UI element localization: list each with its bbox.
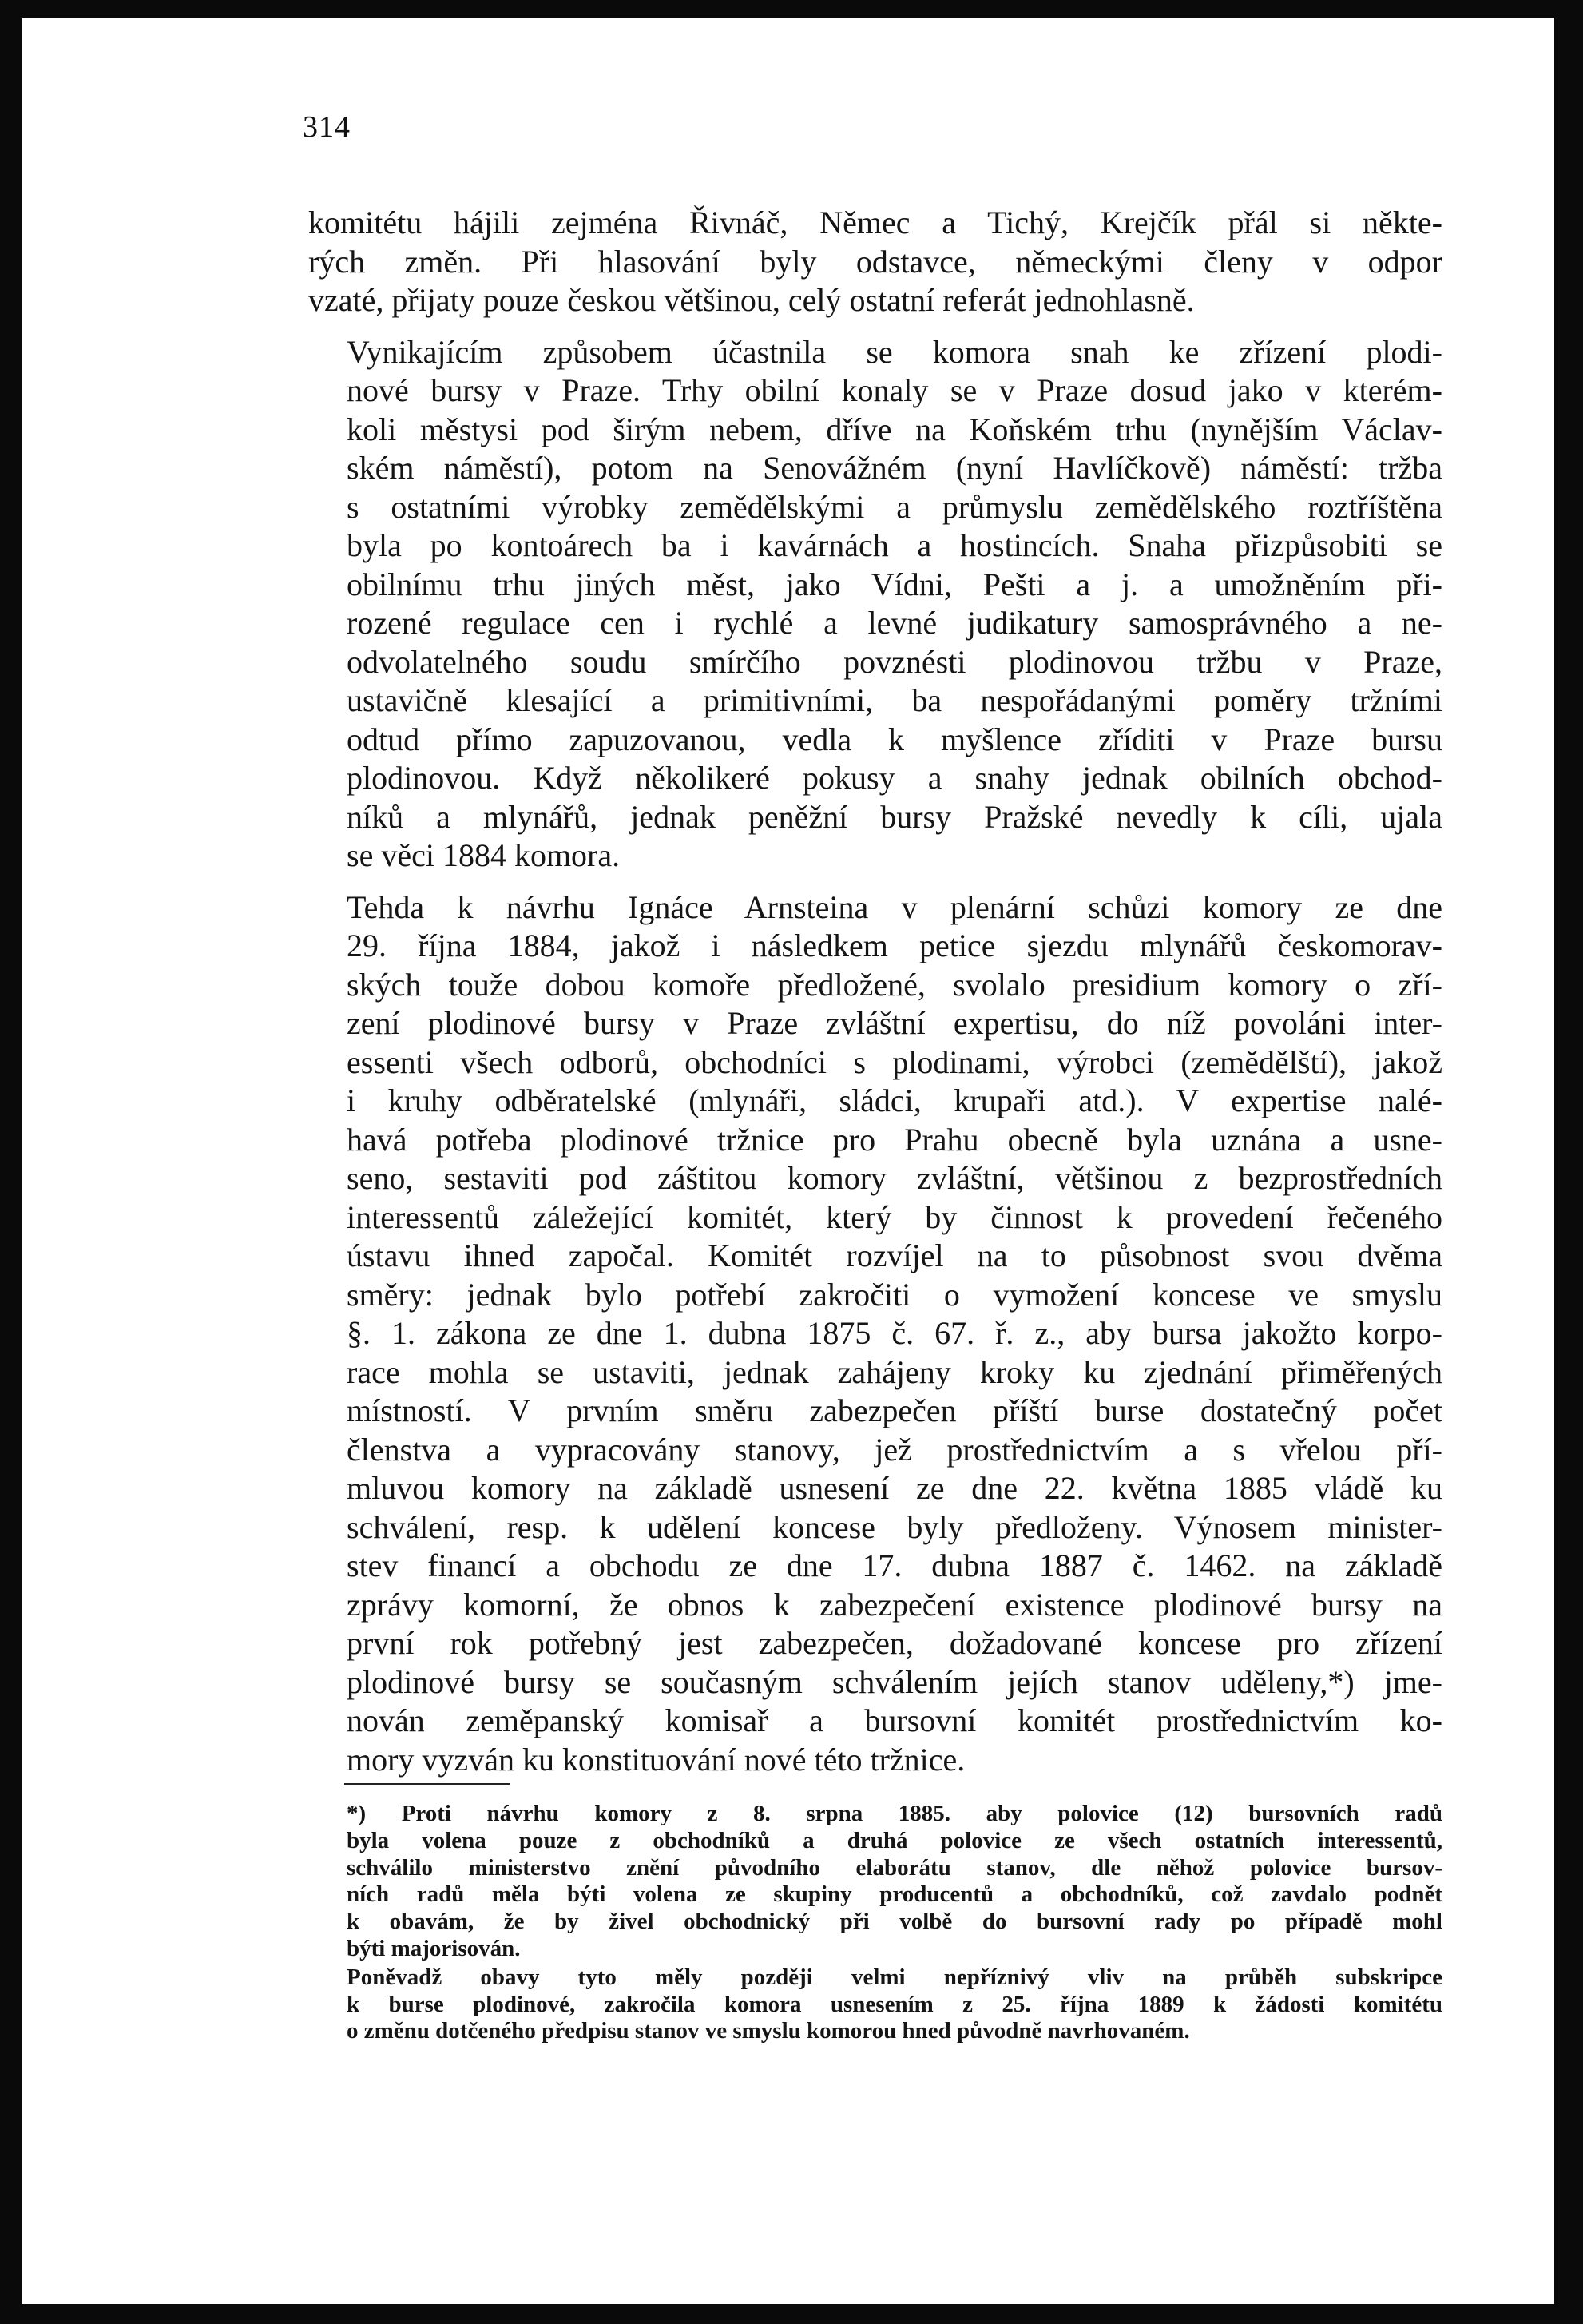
text-line: odtud přímo zapuzovanou, vedla k myšlence zříditi v Praze bursu <box>347 721 1442 757</box>
text-line: Tehda k návrhu Ignáce Arnsteina v plenární schůzi komory ze dne <box>347 888 1442 925</box>
text-line: místností. V prvním směru zabezpečen příští burse dostatečný počet <box>347 1392 1442 1428</box>
text-line: o změnu dotčeného předpisu stanov ve smyslu komorou hned původně navrhovaném. <box>347 2018 1190 2044</box>
text-line: havá potřeba plodinové tržnice pro Prahu obecně byla uznána a usne- <box>347 1121 1442 1158</box>
body-text <box>308 204 1442 1792</box>
text-line: nován zeměpanský komisař a bursovní komitét prostřednictvím ko- <box>347 1702 1442 1738</box>
text-line: Poněvadž obavy tyto měly později velmi nepříznivý vliv na průběh subskripce <box>347 1964 1442 1990</box>
text-line: plodinové bursy se současným schválením jejích stanov uděleny,*) jme- <box>347 1663 1442 1700</box>
text-line: byla volena pouze z obchodníků a druhá polovice ze všech ostatních interessentů, <box>347 1827 1442 1853</box>
text-line: směry: jednak bylo potřebí zakročiti o vymožení koncese ve smyslu <box>347 1276 1442 1313</box>
text-line: s ostatními výrobky zemědělskými a průmyslu zemědělského roztříštěna <box>347 488 1442 525</box>
text-line: byla po kontoárech ba i kavárnách a hostincích. Snaha přizpůsobiti se <box>347 527 1442 563</box>
text-line: se věci 1884 komora. <box>347 837 621 873</box>
footnotes <box>308 1801 1442 2047</box>
text-line: i kruhy odběratelské (mlynáři, sládci, krupaři atd.). V expertise nalé- <box>347 1083 1442 1118</box>
text-line: *) Proti návrhu komory z 8. srpna 1885. aby polovice (12) bursovních radů <box>347 1801 1442 1826</box>
text-line: nové bursy v Praze. Trhy obilní konaly se v Praze dosud jako v kterém- <box>347 372 1442 408</box>
text-line: ústavu ihned započal. Komitét rozvíjel na to působnost svou dvěma <box>347 1237 1442 1273</box>
text-line: koli městysi pod širým nebem, dříve na Koňském trhu (nynějším Václav- <box>347 411 1442 447</box>
text-line: essenti všech odborů, obchodníci s plodinami, výrobci (zemědělští), jakož <box>347 1043 1442 1080</box>
text-line: mluvou komory na základě usnesení ze dne 22. května 1885 vládě ku <box>347 1470 1442 1506</box>
text-line: býti majorisován. <box>347 1935 521 1961</box>
text-line: ustavičně klesající a primitivními, ba nespořádanými poměry tržními <box>347 682 1442 718</box>
text-line: schválení, resp. k udělení koncese byly předloženy. Výnosem minister- <box>347 1508 1442 1545</box>
text-line: komitétu hájili zejména Řivnáč, Němec a Tichý, Krejčík přál si někte- <box>308 205 1442 240</box>
paragraph-1 <box>308 204 1442 320</box>
text-line: 29. října 1884, jakož i následkem petice sjezdu mlynářů českomorav- <box>347 928 1442 963</box>
text-line: mory vyzván ku konstituování nové této tržnice. <box>347 1741 966 1778</box>
text-line: členstva a vypracovány stanovy, jež prostřednictvím a s vřelou pří- <box>347 1431 1442 1468</box>
footnote-2 <box>308 1964 1442 2045</box>
text-line: zprávy komorní, že obnos k zabezpečení existence plodinové bursy na <box>347 1586 1442 1623</box>
paragraph-3 <box>308 888 1442 1780</box>
text-line: obilnímu trhu jiných měst, jako Vídni, Pešti a j. a umožněním při- <box>347 566 1442 602</box>
text-line: níků a mlynářů, jednak peněžní bursy Pražské nevedly k cíli, ujala <box>347 798 1442 835</box>
text-line: ních radů měla býti volena ze skupiny producentů a obchodníků, což zavdalo podnět <box>347 1881 1442 1908</box>
text-line: rozené regulace cen i rychlé a levné judikatury samosprávného a ne- <box>347 605 1442 641</box>
text-line: interessentů záležející komitét, který by činnost k provedení řečeného <box>347 1198 1442 1235</box>
footnote-divider <box>344 1783 510 1785</box>
text-line: Vynikajícím způsobem účastnila se komora snah ke zřízení plodi- <box>347 333 1442 370</box>
paragraph-2 <box>308 333 1442 876</box>
text-line: vzaté, přijaty pouze českou většinou, celý ostatní referát jednohlasně. <box>308 282 1195 318</box>
text-line: §. 1. zákona ze dne 1. dubna 1875 č. 67. ř. z., aby bursa jakožto korpo- <box>347 1315 1442 1351</box>
text-line: seno, sestaviti pod záštitou komory zvláštní, většinou z bezprostředních <box>347 1160 1442 1196</box>
text-line: první rok potřebný jest zabezpečen, dožadované koncese pro zřízení <box>347 1625 1442 1661</box>
text-line: stev financí a obchodu ze dne 17. dubna 1887 č. 1462. na základě <box>347 1547 1442 1583</box>
text-line: schválilo ministerstvo znění původního elaborátu stanov, dle něhož polovice bursov- <box>347 1854 1442 1881</box>
text-line: race mohla se ustaviti, jednak zahájeny kroky ku zjednání přiměřených <box>347 1353 1442 1390</box>
scanned-page <box>22 18 1554 2304</box>
text-line: rých změn. Při hlasování byly odstavce, německými členy v odpor <box>308 243 1442 280</box>
text-line: plodinovou. Když několikeré pokusy a snahy jednak obilních obchod- <box>347 760 1442 796</box>
text-line: zení plodinové bursy v Praze zvláštní expertisu, do níž povoláni inter- <box>347 1005 1442 1041</box>
text-line: ských touže dobou komoře předložené, svolalo presidium komory o zří- <box>347 966 1442 1003</box>
text-line: k burse plodinové, zakročila komora usnesením z 25. října 1889 k žádosti komitétu <box>347 1991 1442 2017</box>
footnote-1 <box>308 1801 1442 1963</box>
page-number: 314 <box>303 110 351 144</box>
text-line: ském náměstí), potom na Senovážném (nyní Havlíčkově) náměstí: tržba <box>347 450 1442 486</box>
text-line: odvolatelného soudu smírčího povznésti plodinovou tržbu v Praze, <box>347 643 1442 680</box>
text-line: k obavám, že by živel obchodnický při volbě do bursovní rady po případě mohl <box>347 1909 1442 1935</box>
